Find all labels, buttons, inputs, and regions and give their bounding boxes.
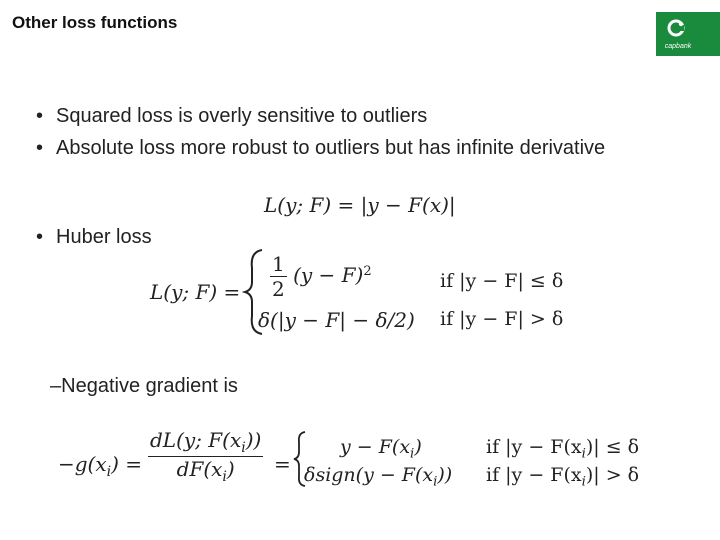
huber-case1: $\frac{1}{2}$ $(y - F)^2$: [272, 252, 372, 301]
absolute-loss-equation: L(y; F) = |y − F(x)|: [264, 193, 456, 217]
bullet-text: Huber loss: [56, 226, 152, 248]
bullet-squared-loss: • Squared loss is overly sensitive to outliers: [36, 105, 428, 127]
gradient-equals: =: [274, 452, 291, 476]
dash-marker: –: [50, 375, 62, 397]
gradient-lhs: $-g(x_i)$ =: [58, 452, 143, 480]
gradient-fraction: $\frac{dL(y; F(x_i))}{dF(x_i)}$: [150, 428, 262, 485]
gradient-case1-condition: if $|y - F(x_i)| \le \delta$: [486, 436, 640, 462]
huber-case2: δ(|y − F| − δ/2): [258, 308, 415, 332]
huber-case1-condition: if |y − F| ≤ δ: [440, 270, 564, 292]
huber-case2-condition: if |y − F| > δ: [440, 308, 564, 330]
gradient-case2: δsign(y − $F(x_i)$): [304, 464, 453, 490]
gradient-case1: $y - F(x_i)$: [340, 436, 422, 462]
bullet-huber-loss: • Huber loss: [36, 226, 152, 248]
bullet-text: Absolute loss more robust to outliers but has infinite derivative: [56, 137, 606, 159]
logo-text: capbank: [664, 43, 692, 50]
half-fraction: $\frac{1}{2}$: [272, 252, 285, 301]
bullet-text: Squared loss is overly sensitive to outliers: [56, 105, 428, 127]
huber-lhs: L(y; F) =: [150, 280, 241, 304]
bullet-absolute-loss: • Absolute loss more robust to outliers but has infinite derivative: [36, 137, 606, 159]
capbank-logo: [656, 12, 720, 56]
gradient-case2-condition: if $|y - F(x_i)| > \delta$: [486, 464, 640, 490]
sub-bullet-text: Negative gradient is: [61, 375, 238, 397]
sub-bullet-negative-gradient: [50, 375, 238, 398]
slide-title: Other loss functions: [12, 13, 178, 32]
